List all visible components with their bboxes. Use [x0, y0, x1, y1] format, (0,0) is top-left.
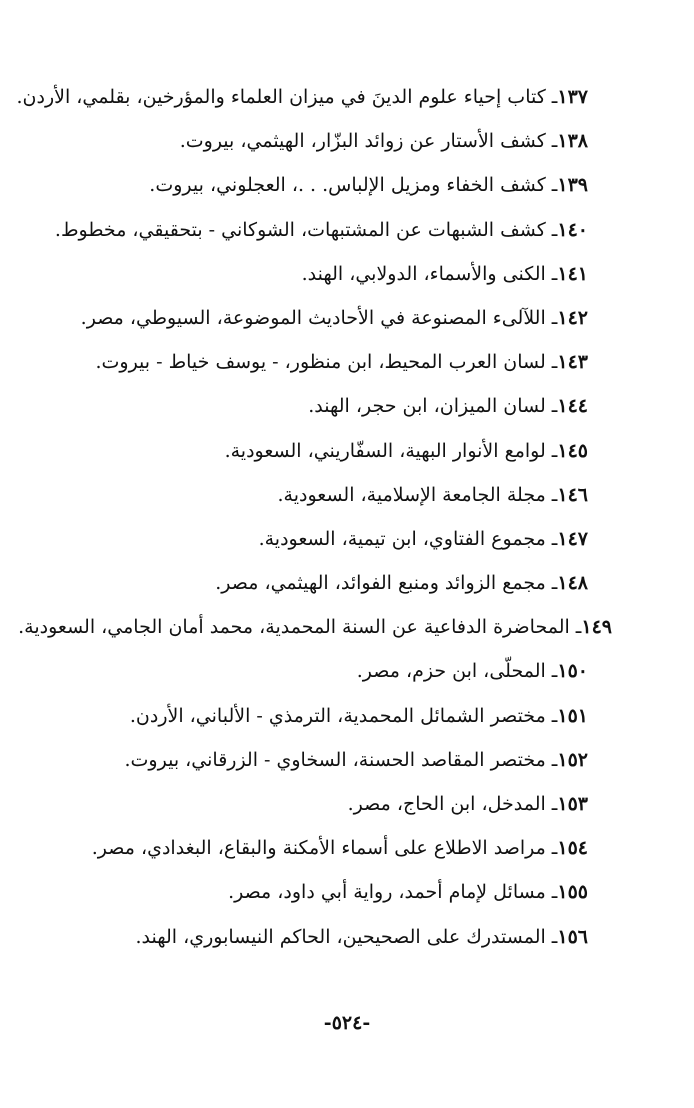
entry-number: ١٤٣: [557, 351, 588, 374]
entry-text: مجمع الزوائد ومنبع الفوائد، الهيثمي، مصر.: [215, 572, 546, 595]
bibliography-entry: [28, 570, 588, 596]
bibliography-entry: [28, 349, 588, 375]
entry-number: ١٤٧: [557, 527, 588, 550]
entry-text: اللآلىء المصنوعة في الأحاديث الموضوعة، السيوطي، مصر.: [80, 306, 546, 329]
entry-separator: ـ: [545, 748, 558, 771]
bibliography-entry: [28, 526, 588, 552]
entry-text: كتاب إحياء علوم الدينَ في ميزان العلماء والمؤرخين، بقلمي، الأردن.: [16, 86, 546, 108]
entry-separator: ـ: [545, 572, 558, 595]
entry-number: ١٤٢: [557, 306, 588, 329]
entry-separator: ـ: [545, 483, 558, 506]
bibliography-entry: [16, 84, 588, 110]
entry-separator: ـ: [545, 86, 558, 108]
bibliography-entry: [28, 261, 588, 287]
bibliography-entry: [28, 128, 588, 154]
entry-number: ١٥٥: [557, 881, 588, 904]
bibliography-entry: [28, 438, 588, 464]
entry-number: ١٥٢: [557, 748, 588, 771]
entry-separator: ـ: [545, 793, 558, 815]
entry-text: مختصر الشمائل المحمدية، الترمذي - الألباني، الأردن.: [129, 704, 546, 727]
bibliography-entry: [18, 614, 612, 640]
entry-text: لسان الميزان، ابن حجر، الهند.: [308, 395, 546, 418]
bibliography-entry: [28, 482, 588, 508]
entry-number: ١٥٤: [557, 837, 588, 860]
bibliography-entry: [28, 217, 588, 243]
entry-number: ١٤٦: [557, 483, 588, 506]
bibliography-entry: [28, 658, 588, 684]
bibliography-entry: [28, 791, 588, 817]
entry-text: لسان العرب المحيط، ابن منظور، - يوسف خياط - بيروت.: [95, 351, 546, 374]
entry-number: ١٤٨: [557, 572, 588, 595]
entry-separator: ـ: [545, 351, 558, 374]
entry-separator: ـ: [569, 616, 582, 639]
bibliography-entry: [28, 879, 588, 905]
entry-separator: ـ: [545, 704, 558, 727]
bibliography-entry: [28, 305, 588, 331]
entry-separator: ـ: [545, 395, 558, 418]
entry-separator: ـ: [545, 262, 558, 285]
entry-separator: ـ: [545, 527, 558, 550]
entry-separator: ـ: [545, 174, 558, 197]
entry-number: ١٤٩: [581, 616, 612, 639]
entry-number: ١٤٥: [557, 439, 588, 462]
entry-number: ١٣٧: [557, 86, 588, 108]
entry-number: ١٥١: [557, 704, 588, 727]
entry-separator: ـ: [545, 130, 558, 153]
entry-separator: ـ: [545, 660, 558, 683]
entry-number: ١٥٣: [557, 793, 588, 815]
entry-text: مختصر المقاصد الحسنة، السخاوي - الزرقاني، بيروت.: [124, 748, 546, 771]
entry-number: ١٤٠: [557, 218, 588, 241]
entry-text: كشف الشبهات عن المشتبهات، الشوكاني - بتحقيقي، مخطوط.: [54, 218, 546, 241]
entry-text: كشف الخفاء ومزيل الإلباس. . .، العجلوني، بيروت.: [149, 174, 546, 197]
entry-text: كشف الأستار عن زوائد البزّار، الهيثمي، بيروت.: [179, 130, 546, 153]
bibliography-entry: [28, 703, 588, 729]
bibliography-list: [16, 84, 612, 968]
entry-text: المدخل، ابن الحاج، مصر.: [347, 793, 546, 815]
entry-text: لوامع الأنوار البهية، السفّاريني، السعودية.: [224, 439, 546, 462]
entry-separator: ـ: [545, 306, 558, 329]
entry-number: ١٣٩: [557, 174, 588, 197]
entry-text: المستدرك على الصحيحين، الحاكم النيسابوري، الهند.: [135, 925, 546, 948]
entry-separator: ـ: [545, 218, 558, 241]
entry-number: ١٤١: [557, 262, 588, 285]
entry-separator: ـ: [545, 881, 558, 904]
entry-separator: ـ: [545, 439, 558, 462]
entry-number: ١٣٨: [557, 130, 588, 153]
bibliography-entry: [28, 393, 588, 419]
entry-text: المحاضرة الدفاعية عن السنة المحمدية، محمد أمان الجامي، السعودية.: [18, 616, 570, 639]
entry-text: الكنى والأسماء، الدولابي، الهند.: [301, 262, 546, 285]
entry-text: المحلّى، ابن حزم، مصر.: [356, 660, 546, 683]
entry-number: ١٤٤: [557, 395, 588, 418]
bibliography-entry: [28, 835, 588, 861]
bibliography-entry: [28, 924, 588, 950]
bibliography-entry: [28, 172, 588, 198]
entry-text: مجلة الجامعة الإسلامية، السعودية.: [277, 483, 546, 506]
bibliography-entry: [28, 747, 588, 773]
entry-text: مجموع الفتاوي، ابن تيمية، السعودية.: [258, 527, 546, 550]
entry-separator: ـ: [545, 837, 558, 860]
entry-separator: ـ: [545, 925, 558, 948]
entry-text: مسائل لإمام أحمد، رواية أبي داود، مصر.: [228, 881, 546, 904]
entry-number: ١٥٦: [557, 925, 588, 948]
entry-number: ١٥٠: [557, 660, 588, 683]
page-number: -٥٢٤-: [323, 1012, 371, 1034]
entry-text: مراصد الاطلاع على أسماء الأمكنة والبقاع، البغدادي، مصر.: [91, 837, 546, 860]
